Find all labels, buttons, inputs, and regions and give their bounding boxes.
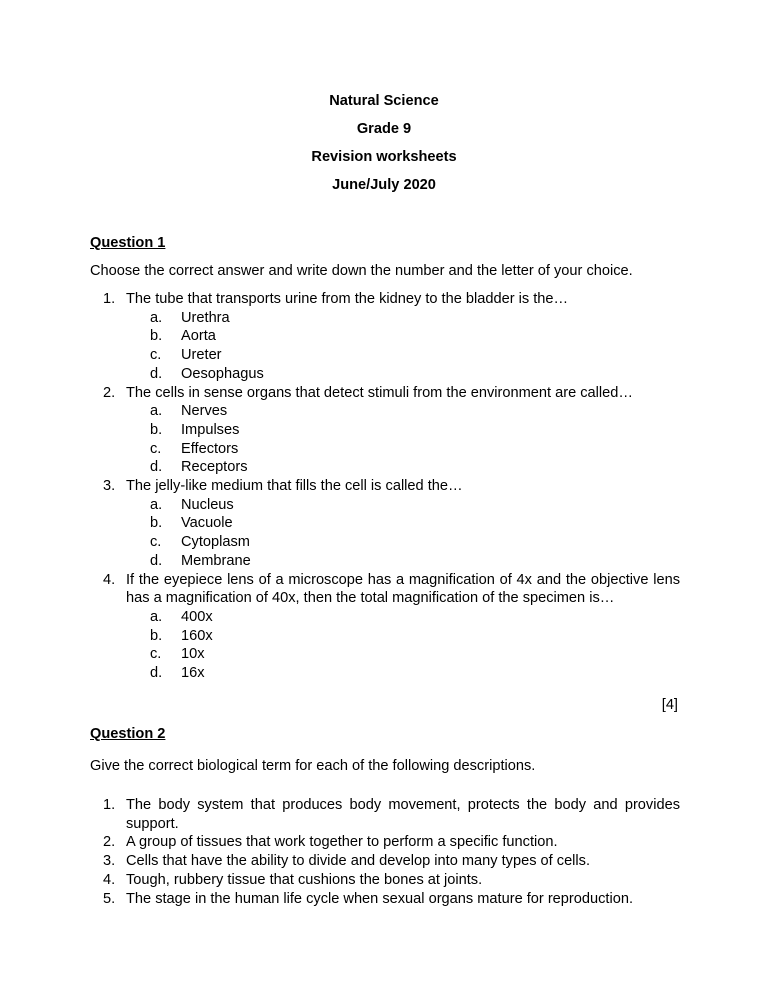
- option-text: Ureter: [181, 347, 222, 364]
- question-1-heading: Question 1: [90, 235, 166, 251]
- item-number-text: 4.: [103, 871, 116, 888]
- question-1-list: [90, 290, 680, 683]
- option-text: Effectors: [181, 440, 239, 457]
- item-number-text: 3.: [103, 853, 116, 870]
- answer-option: [150, 458, 680, 477]
- date-title: June/July 2020: [332, 177, 436, 193]
- option-text: 10x: [181, 646, 205, 663]
- option-text: 400x: [181, 608, 213, 625]
- item-number: [90, 796, 126, 833]
- option-text: 160x: [181, 627, 213, 644]
- option-text: Membrane: [181, 552, 251, 569]
- question-1-marks: [4]: [661, 697, 678, 713]
- option-letter: a.: [150, 309, 163, 326]
- item-text: The tube that transports urine from the kidney to the bladder is the…: [126, 291, 569, 307]
- list-item: [90, 796, 680, 833]
- item-text: The stage in the human life cycle when sexual organs mature for reproduction.: [126, 890, 634, 907]
- item-number-text: 2.: [103, 384, 116, 401]
- item-text: A group of tissues that work together to perform a specific function.: [126, 834, 558, 851]
- item-text: The jelly-like medium that fills the cell is called the…: [126, 478, 463, 495]
- list-item: [90, 384, 680, 403]
- answer-option: [150, 514, 680, 533]
- item-number: [90, 871, 126, 890]
- list-item: [90, 852, 680, 871]
- option-letter: b.: [150, 515, 163, 532]
- answer-option: [150, 309, 680, 328]
- list-item: [90, 890, 680, 909]
- answer-option: [150, 421, 680, 440]
- option-letter: c.: [150, 646, 162, 663]
- option-text: Cytoplasm: [181, 534, 250, 551]
- option-letter: a.: [150, 496, 163, 513]
- answer-option: [150, 496, 680, 515]
- item-number-text: 1.: [103, 797, 116, 813]
- grade-title: Grade 9: [356, 121, 412, 137]
- question-2-heading: Question 2: [90, 726, 166, 742]
- option-letter: d.: [150, 552, 163, 569]
- option-letter: c.: [150, 534, 162, 551]
- answer-option: [150, 440, 680, 459]
- worksheet-title: Revision worksheets: [311, 149, 457, 165]
- option-text: Nucleus: [181, 496, 234, 513]
- answer-option: [150, 552, 680, 571]
- question-2-list: [90, 796, 680, 908]
- question-2-instruction: Give the correct biological term for each of the following descriptions.: [90, 758, 536, 774]
- item-number: [90, 384, 126, 403]
- item-text: If the eyepiece lens of a microscope has a magnification of 4x and the objective lens has a magnification of 40x, then the total magnification of the specimen is…: [126, 571, 680, 607]
- item-number: [90, 477, 126, 496]
- list-item: [90, 290, 680, 309]
- option-text: Oesophagus: [181, 365, 264, 382]
- option-text: Receptors: [181, 459, 248, 476]
- answer-option: [150, 365, 680, 384]
- question-1-instruction: Choose the correct answer and write down the number and the letter of your choice.: [90, 263, 633, 279]
- option-text: Aorta: [181, 328, 216, 345]
- item-text: Cells that have the ability to divide and develop into many types of cells.: [126, 853, 591, 870]
- answer-option: [150, 608, 680, 627]
- option-letter: d.: [150, 365, 163, 382]
- list-item: [90, 833, 680, 852]
- answer-option: [150, 645, 680, 664]
- option-letter: b.: [150, 627, 163, 644]
- item-number-text: 2.: [103, 834, 116, 851]
- item-number-text: 5.: [103, 890, 116, 907]
- item-number: [90, 852, 126, 871]
- option-text: Vacuole: [181, 515, 233, 532]
- option-letter: a.: [150, 403, 163, 420]
- answer-option: [150, 533, 680, 552]
- item-text: The cells in sense organs that detect stimuli from the environment are called…: [126, 384, 633, 401]
- list-item: [90, 571, 680, 608]
- option-letter: b.: [150, 328, 163, 345]
- option-letter: b.: [150, 421, 163, 438]
- item-number: [90, 571, 126, 608]
- item-number: [90, 833, 126, 852]
- item-text: The body system that produces body movement, protects the body and provides support.: [126, 797, 680, 832]
- answer-option: [150, 664, 680, 683]
- option-letter: d.: [150, 665, 163, 682]
- answer-option: [150, 627, 680, 646]
- option-text: 16x: [181, 665, 205, 682]
- option-letter: c.: [150, 347, 162, 364]
- item-number-text: 3.: [103, 478, 116, 495]
- list-item: [90, 871, 680, 890]
- item-number-text: 4.: [103, 571, 116, 588]
- item-number: [90, 890, 126, 909]
- answer-option: [150, 346, 680, 365]
- option-letter: a.: [150, 608, 163, 625]
- answer-option: [150, 327, 680, 346]
- subject-title: Natural Science: [329, 93, 439, 109]
- item-number: [90, 290, 126, 309]
- item-text: Tough, rubbery tissue that cushions the bones at joints.: [126, 871, 483, 888]
- answer-option: [150, 402, 680, 421]
- option-text: Impulses: [181, 421, 240, 438]
- list-item: [90, 477, 680, 496]
- option-letter: c.: [150, 440, 162, 457]
- item-number-text: 1.: [103, 291, 116, 307]
- option-text: Urethra: [181, 309, 230, 326]
- option-text: Nerves: [181, 403, 228, 420]
- option-letter: d.: [150, 459, 163, 476]
